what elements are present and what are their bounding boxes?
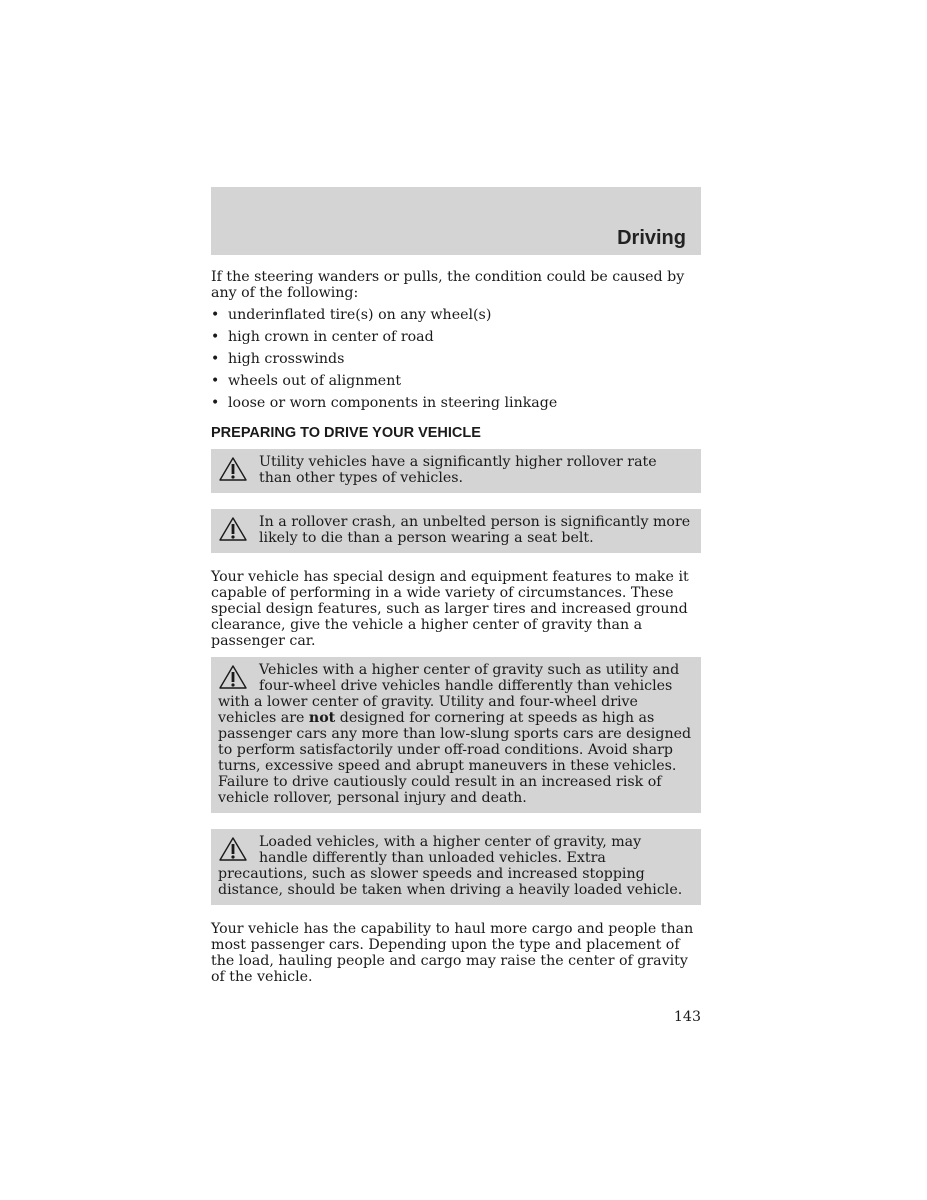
list-item-text: underinflated tire(s) on any wheel(s) [228, 307, 492, 323]
steering-causes-list [211, 307, 701, 411]
warning-box-center-of-gravity [211, 657, 701, 813]
intro-paragraph: If the steering wanders or pulls, the condition could be caused by any of the following: [211, 269, 685, 301]
warning-triangle-icon [218, 516, 248, 544]
list-item-text: high crosswinds [228, 351, 345, 367]
warning-box-loaded-vehicles [211, 829, 701, 905]
warning-text-start: Vehicles with a higher center of gravity such as utility and four-wheel drive vehicles handle differently than vehicles with a lower center of gravity. Utility and four-wheel drive vehicles are [218, 662, 680, 726]
list-item [211, 351, 701, 367]
warning-text-emphasis: not [308, 710, 336, 726]
section-heading: PREPARING TO DRIVE YOUR VEHICLE [211, 425, 481, 441]
bullet-icon: • [211, 329, 220, 345]
warning-text: Utility vehicles have a significantly higher rollover rate than other types of vehicles. [259, 454, 657, 486]
list-item [211, 373, 701, 389]
warning-text: In a rollover crash, an unbelted person is significantly more likely to die than a person wearing a seat belt. [259, 514, 691, 546]
section-title: Driving [617, 227, 686, 249]
warning-triangle-icon [218, 456, 248, 484]
warning-triangle-icon [218, 836, 248, 864]
bullet-icon: • [211, 351, 220, 367]
list-item [211, 395, 701, 411]
list-item [211, 307, 701, 323]
bullet-icon: • [211, 395, 220, 411]
design-paragraph: Your vehicle has special design and equipment features to make it capable of performing in a wide variety of circumstances. These special design features, such as larger tires and increased ground clearance, give the vehicle a higher center of gravity than a passenger car. [211, 569, 689, 649]
warning-box-seat-belt [211, 509, 701, 553]
warning-text-end: designed for cornering at speeds as high as passenger cars any more than low-slung sports cars are designed to perform satisfactorily under off-road conditions. Avoid sharp turns, excessive speed and abrupt maneuvers in these vehicles. Failure to drive cautiously could result in an increased risk of vehicle rollover, personal injury and death. [218, 710, 692, 806]
cargo-paragraph: Your vehicle has the capability to haul more cargo and people than most passenger cars. Depending upon the type and placement of the load, hauling people and cargo may raise the center of gravity of the vehicle. [211, 921, 694, 985]
bullet-icon: • [211, 307, 220, 323]
list-item-text: loose or worn components in steering linkage [228, 395, 558, 411]
manual-page [211, 187, 701, 1025]
page-number: 143 [673, 1009, 701, 1025]
list-item-text: wheels out of alignment [228, 373, 402, 389]
list-item [211, 329, 701, 345]
bullet-icon: • [211, 373, 220, 389]
section-header-band [211, 187, 701, 255]
warning-text: Loaded vehicles, with a higher center of gravity, may handle differently than unloaded vehicles. Extra precautions, such as slower speeds and increased stopping distance, should be taken when driving a heavily loaded vehicle. [218, 834, 683, 898]
warning-box-rollover-rate [211, 449, 701, 493]
list-item-text: high crown in center of road [228, 329, 434, 345]
warning-triangle-icon [218, 664, 248, 692]
